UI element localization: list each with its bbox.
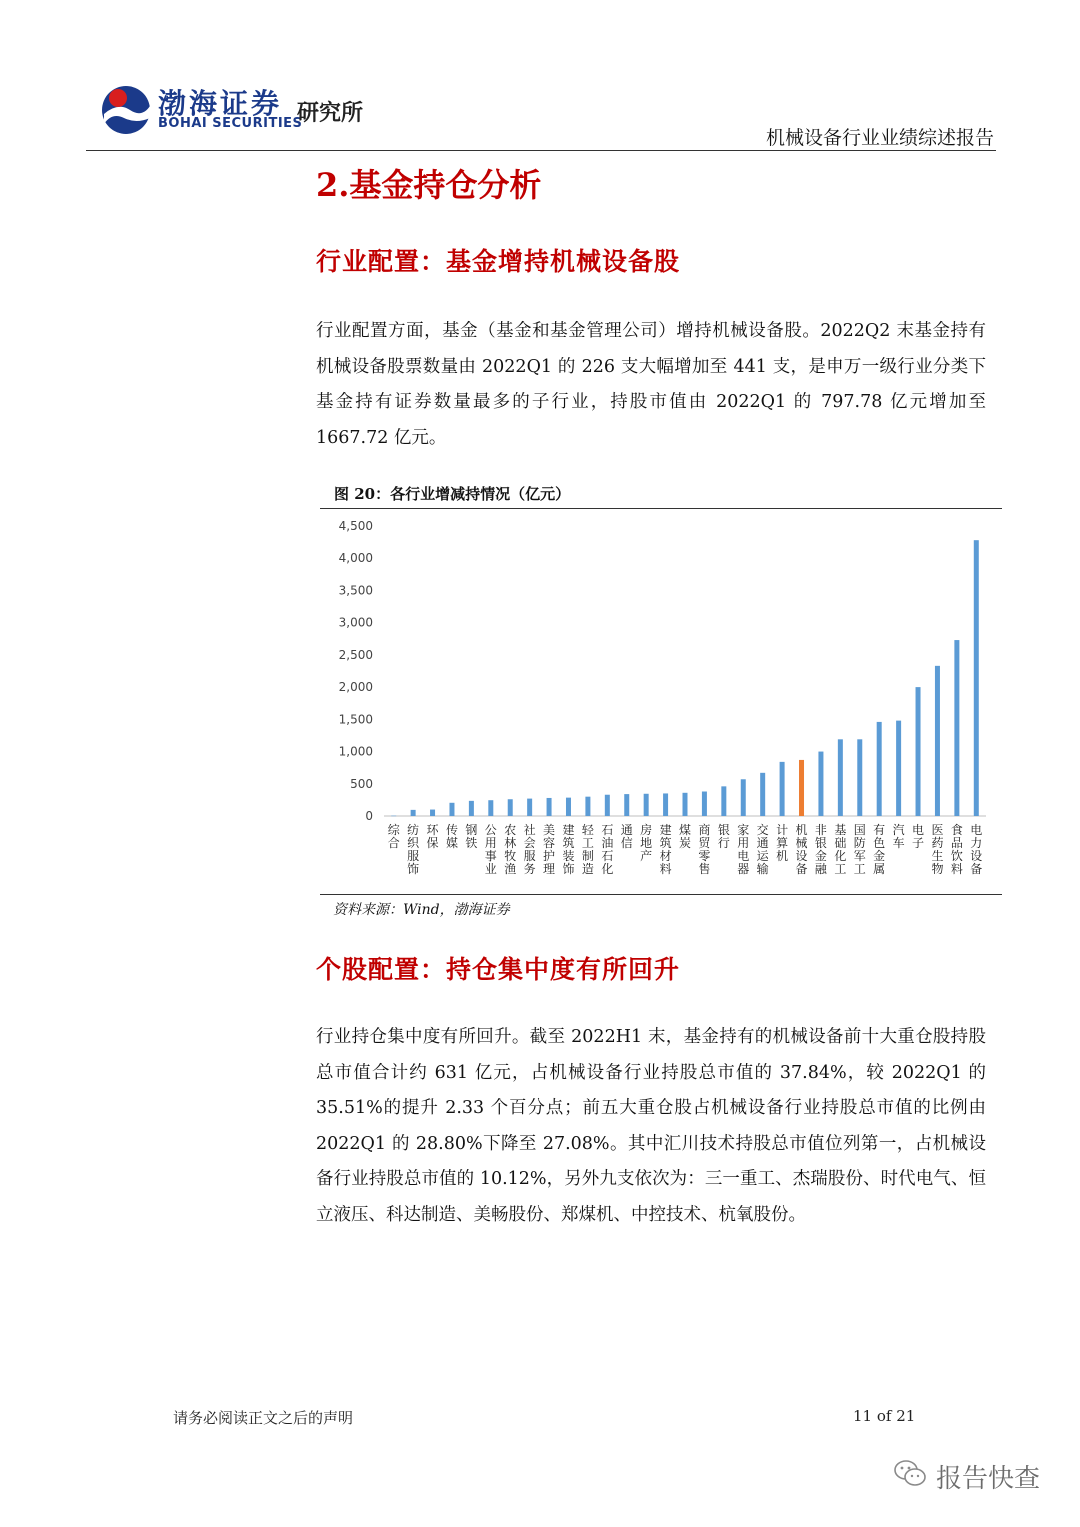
bar-16: [702, 792, 707, 816]
bar-29: [954, 640, 959, 816]
bar-18: [741, 779, 746, 816]
bar-3: [449, 803, 454, 816]
category-label: 轻工制造: [581, 823, 594, 876]
bar-14: [663, 793, 668, 816]
category-label: 家用电器: [737, 823, 750, 876]
logo-english-name: BOHAI SECURITIES: [158, 116, 303, 131]
header-divider: [86, 150, 996, 151]
bar-21: [799, 760, 804, 816]
category-label: 建筑材料: [659, 823, 672, 876]
category-label: 煤炭: [678, 823, 692, 850]
category-label: 汽车: [892, 823, 905, 850]
report-title: 机械设备行业业绩综述报告: [765, 127, 994, 149]
category-label: 通信: [620, 823, 633, 850]
bar-22: [818, 752, 823, 816]
bar-13: [644, 794, 649, 816]
subsection-title-industry: 行业配置：基金增持机械设备股: [316, 247, 681, 276]
bohai-logo-icon: [100, 84, 152, 136]
bar-9: [566, 798, 571, 816]
bar-0: [391, 816, 396, 817]
y-tick-label: 500: [350, 776, 373, 791]
bar-7: [527, 799, 532, 816]
y-tick-label: 3,500: [338, 583, 373, 598]
y-tick-label: 1,000: [338, 744, 373, 759]
figure-bottom-rule: [320, 894, 1002, 895]
bar-17: [721, 786, 726, 816]
bar-6: [508, 799, 513, 816]
y-tick-label: 3,000: [338, 615, 373, 630]
figure-caption: 图 20：各行业增减持情况（亿元）: [334, 485, 571, 503]
category-label: 综合: [387, 823, 400, 850]
bar-8: [547, 798, 552, 816]
bar-26: [896, 721, 901, 816]
section-title: 2.基金持仓分析: [316, 166, 542, 204]
bar-23: [838, 739, 843, 816]
category-label: 非银金融: [814, 823, 827, 876]
page-number: 11 of 21: [853, 1407, 916, 1425]
category-label: 美容护理: [543, 823, 556, 876]
bar-19: [760, 773, 765, 816]
subsection-title-stocks: 个股配置：持仓集中度有所回升: [316, 955, 681, 984]
y-tick-label: 2,500: [338, 647, 373, 662]
bar-4: [469, 801, 474, 816]
category-label: 钢铁: [465, 823, 478, 850]
category-label: 石油石化: [601, 823, 614, 876]
category-label: 商贸零售: [698, 823, 711, 876]
footer-disclaimer: 请务必阅读正文之后的声明: [173, 1409, 354, 1427]
paragraph-stocks: 行业持仓集中度有所回升。截至 2022H1 末，基金持有的机械设备前十大重仓股持股总市值合计约 631 亿元，占机械设备行业持股总市值的 37.84%，较 2022Q1 的 35.51%的提升 2.33 个百分点；前五大重仓股占机械设备行业持股总市值的比例由 2022Q1 的 28.80%下降至 27.08%。其中汇川技术持股总市值位列第一，占机械设备行业持股总市值的 10.12%，另外九支依次为：三一重工、杰瑞股份、时代电气、恒立液压、科达制造、美畅股份、郑煤机、中控技术、杭氧股份。: [316, 1027, 986, 1225]
category-label: 房地产: [640, 823, 653, 863]
category-label: 机械设备: [795, 823, 808, 876]
bar-15: [683, 793, 688, 816]
figure-source: 资料来源：Wind，渤海证券: [333, 902, 510, 918]
category-label: 有色金属: [873, 823, 886, 876]
watermark-text: 报告快查: [936, 1464, 1041, 1494]
category-label: 建筑装饰: [562, 823, 575, 876]
y-tick-label: 1,500: [338, 712, 373, 727]
category-label: 电力设备: [970, 823, 983, 876]
category-label: 计算机: [776, 823, 789, 863]
institute-label: 研究所: [297, 100, 364, 126]
bar-20: [780, 762, 785, 816]
y-tick-label: 4,500: [338, 519, 373, 533]
bar-5: [488, 800, 493, 816]
bar-12: [624, 794, 629, 816]
y-tick-label: 4,000: [338, 551, 373, 566]
bar-2: [430, 810, 435, 816]
bar-30: [974, 540, 979, 816]
bar-1: [411, 810, 416, 816]
category-label: 基础化工: [834, 823, 847, 876]
category-label: 纺织服饰: [407, 823, 420, 876]
bar-25: [877, 722, 882, 816]
bar-24: [857, 739, 862, 816]
wechat-icon: [893, 1458, 927, 1488]
figure-top-rule: [320, 508, 1002, 509]
category-label: 公用事业: [484, 823, 497, 876]
logo-chinese-name: 渤海证券: [158, 87, 283, 120]
paragraph-industry: 行业配置方面，基金（基金和基金管理公司）增持机械设备股。2022Q2 末基金持有机械设备股票数量由 2022Q1 的 226 支大幅增加至 441 支，是申万一级行业分类下基金持有证券数量最多的子行业，持股市值由 2022Q1 的 797.78 亿元增加至 1667.72 亿元。: [316, 321, 986, 448]
bar-28: [935, 666, 940, 816]
category-label: 农林牧渔: [504, 823, 517, 876]
category-label: 环保: [426, 823, 439, 850]
bar-27: [916, 687, 921, 816]
category-label: 社会服务: [523, 823, 536, 876]
category-label: 食品饮料: [950, 823, 963, 876]
bar-11: [605, 795, 610, 816]
category-label: 传媒: [445, 823, 458, 850]
category-label: 电子: [912, 823, 925, 850]
y-tick-label: 2,000: [338, 680, 373, 695]
category-label: 医药生物: [931, 823, 944, 876]
category-label: 银行: [717, 823, 730, 850]
category-label: 交通运输: [756, 823, 769, 876]
industry-holding-change-chart: [320, 510, 1002, 893]
bar-10: [585, 797, 590, 816]
y-tick-label: 0: [365, 809, 373, 823]
category-label: 国防军工: [853, 823, 866, 876]
